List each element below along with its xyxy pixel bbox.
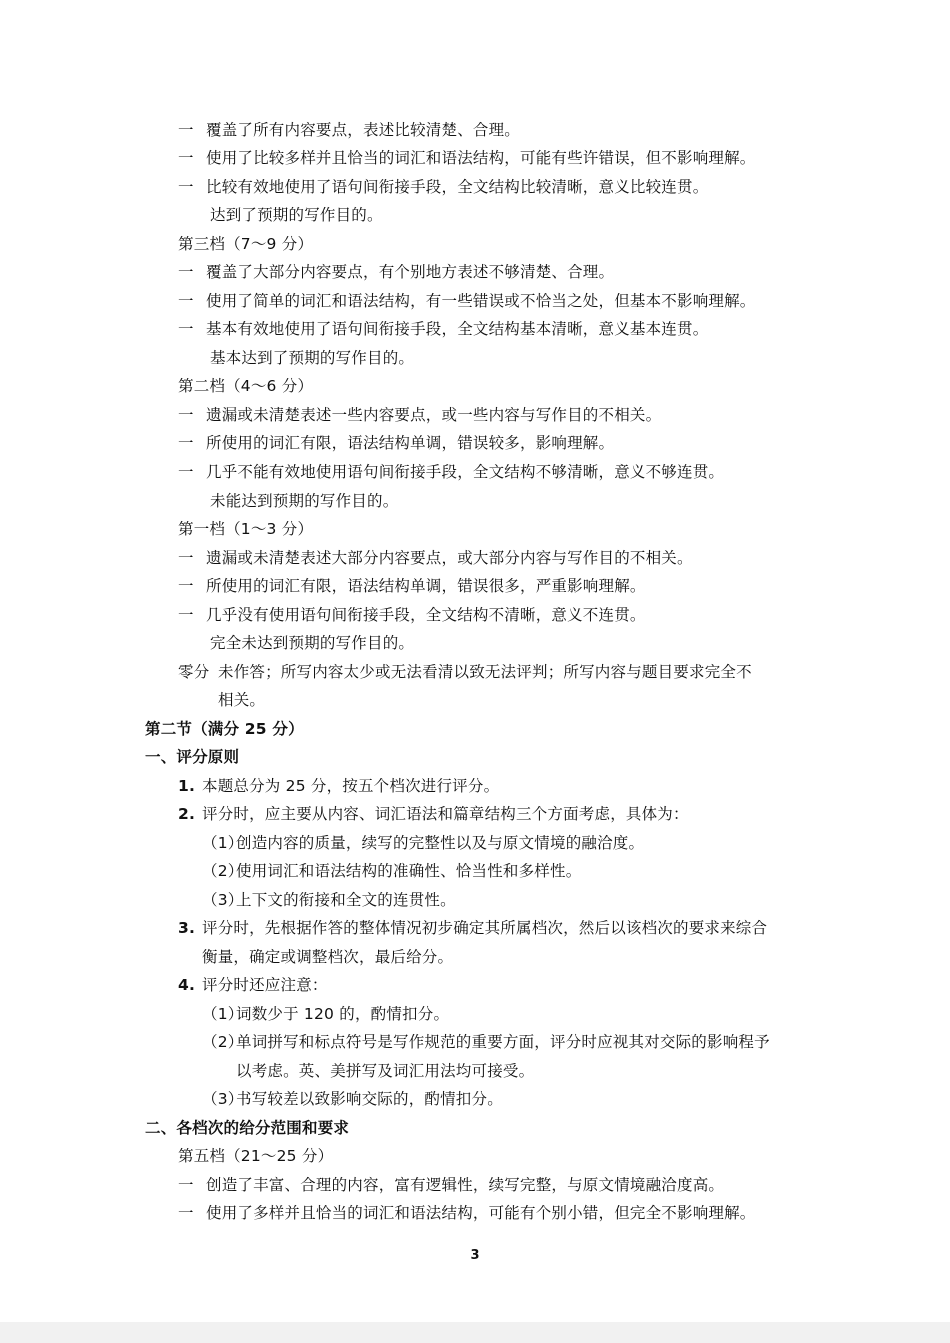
criteria-item: 一 使用了简单的词汇和语法结构，有一些错误或不恰当之处，但基本不影响理解。	[178, 292, 756, 310]
criteria-item: 一 覆盖了所有内容要点，表述比较清楚、合理。	[178, 121, 521, 139]
principle-item: 3. 评分时，先根据作答的整体情况初步确定其所属档次，然后以该档次的要求来综合	[178, 919, 768, 937]
criteria-item: 一 比较有效地使用了语句间衔接手段，全文结构比较清晰，意义比较连贯。	[178, 178, 709, 196]
principle-item-cont: 衡量，确定或调整档次，最后给分。	[202, 948, 454, 966]
principle-subitem: （1）词数少于 120 的，酌情扣分。	[202, 1005, 450, 1023]
principle-item: 4. 评分时还应注意：	[178, 976, 328, 994]
criteria-item: 一 所使用的词汇有限，语法结构单调，错误很多，严重影响理解。	[178, 577, 646, 595]
principle-subitem: （3）书写较差以致影响交际的，酌情扣分。	[202, 1090, 503, 1108]
criteria-item: 一 遗漏或未清楚表述大部分内容要点，或大部分内容与写作目的不相关。	[178, 549, 693, 567]
principle-subitem-cont: 以考虑。英、美拼写及词汇用法均可接受。	[236, 1062, 535, 1080]
band-summary: 达到了预期的写作目的。	[210, 206, 383, 224]
band-summary: 未能达到预期的写作目的。	[210, 492, 399, 510]
band-title: 第五档（21～25 分）	[178, 1147, 334, 1165]
section-heading: 第二节（满分 25 分）	[145, 720, 304, 738]
criteria-item: 一 使用了多样并且恰当的词汇和语法结构，可能有个别小错，但完全不影响理解。	[178, 1204, 756, 1222]
principle-item: 1. 本题总分为 25 分，按五个档次进行评分。	[178, 777, 500, 795]
band-title: 第三档（7～9 分）	[178, 235, 314, 253]
principle-subitem: （2）使用词汇和语法结构的准确性、恰当性和多样性。	[202, 862, 582, 880]
page-number: 3	[470, 1248, 480, 1263]
band-title: 第一档（1～3 分）	[178, 520, 314, 538]
criteria-item: 一 所使用的词汇有限，语法结构单调，错误较多，影响理解。	[178, 434, 615, 452]
band-summary: 完全未达到预期的写作目的。	[210, 634, 415, 652]
criteria-item: 一 遗漏或未清楚表述一些内容要点，或一些内容与写作目的不相关。	[178, 406, 662, 424]
criteria-item: 一 覆盖了大部分内容要点，有个别地方表述不够清楚、合理。	[178, 263, 615, 281]
criteria-item: 一 创造了丰富、合理的内容，富有逻辑性，续写完整，与原文情境融洽度高。	[178, 1176, 725, 1194]
band-summary: 基本达到了预期的写作目的。	[210, 349, 415, 367]
zero-score-line: 零分 未作答；所写内容太少或无法看清以致无法评判；所写内容与题目要求完全不	[178, 663, 752, 681]
principle-item: 2. 评分时，应主要从内容、词汇语法和篇章结构三个方面考虑，具体为：	[178, 805, 689, 823]
principles-heading: 一、评分原则	[145, 748, 240, 766]
bands-heading: 二、各档次的给分范围和要求	[145, 1119, 350, 1137]
page-bottom-edge	[0, 1322, 950, 1343]
criteria-item: 一 使用了比较多样并且恰当的词汇和语法结构，可能有些许错误，但不影响理解。	[178, 149, 756, 167]
principle-subitem: （2）单词拼写和标点符号是写作规范的重要方面，评分时应视其对交际的影响程予	[202, 1033, 770, 1051]
criteria-item: 一 几乎不能有效地使用语句间衔接手段，全文结构不够清晰，意义不够连贯。	[178, 463, 725, 481]
principle-subitem: （3）上下文的衔接和全文的连贯性。	[202, 891, 456, 909]
criteria-item: 一 几乎没有使用语句间衔接手段，全文结构不清晰，意义不连贯。	[178, 606, 646, 624]
band-title: 第二档（4～6 分）	[178, 377, 314, 395]
zero-score-cont: 相关。	[218, 691, 266, 709]
zero-score-label: 零分	[178, 663, 210, 681]
principle-subitem: （1）创造内容的质量，续写的完整性以及与原文情境的融洽度。	[202, 834, 645, 852]
criteria-item: 一 基本有效地使用了语句间衔接手段，全文结构基本清晰，意义基本连贯。	[178, 320, 709, 338]
